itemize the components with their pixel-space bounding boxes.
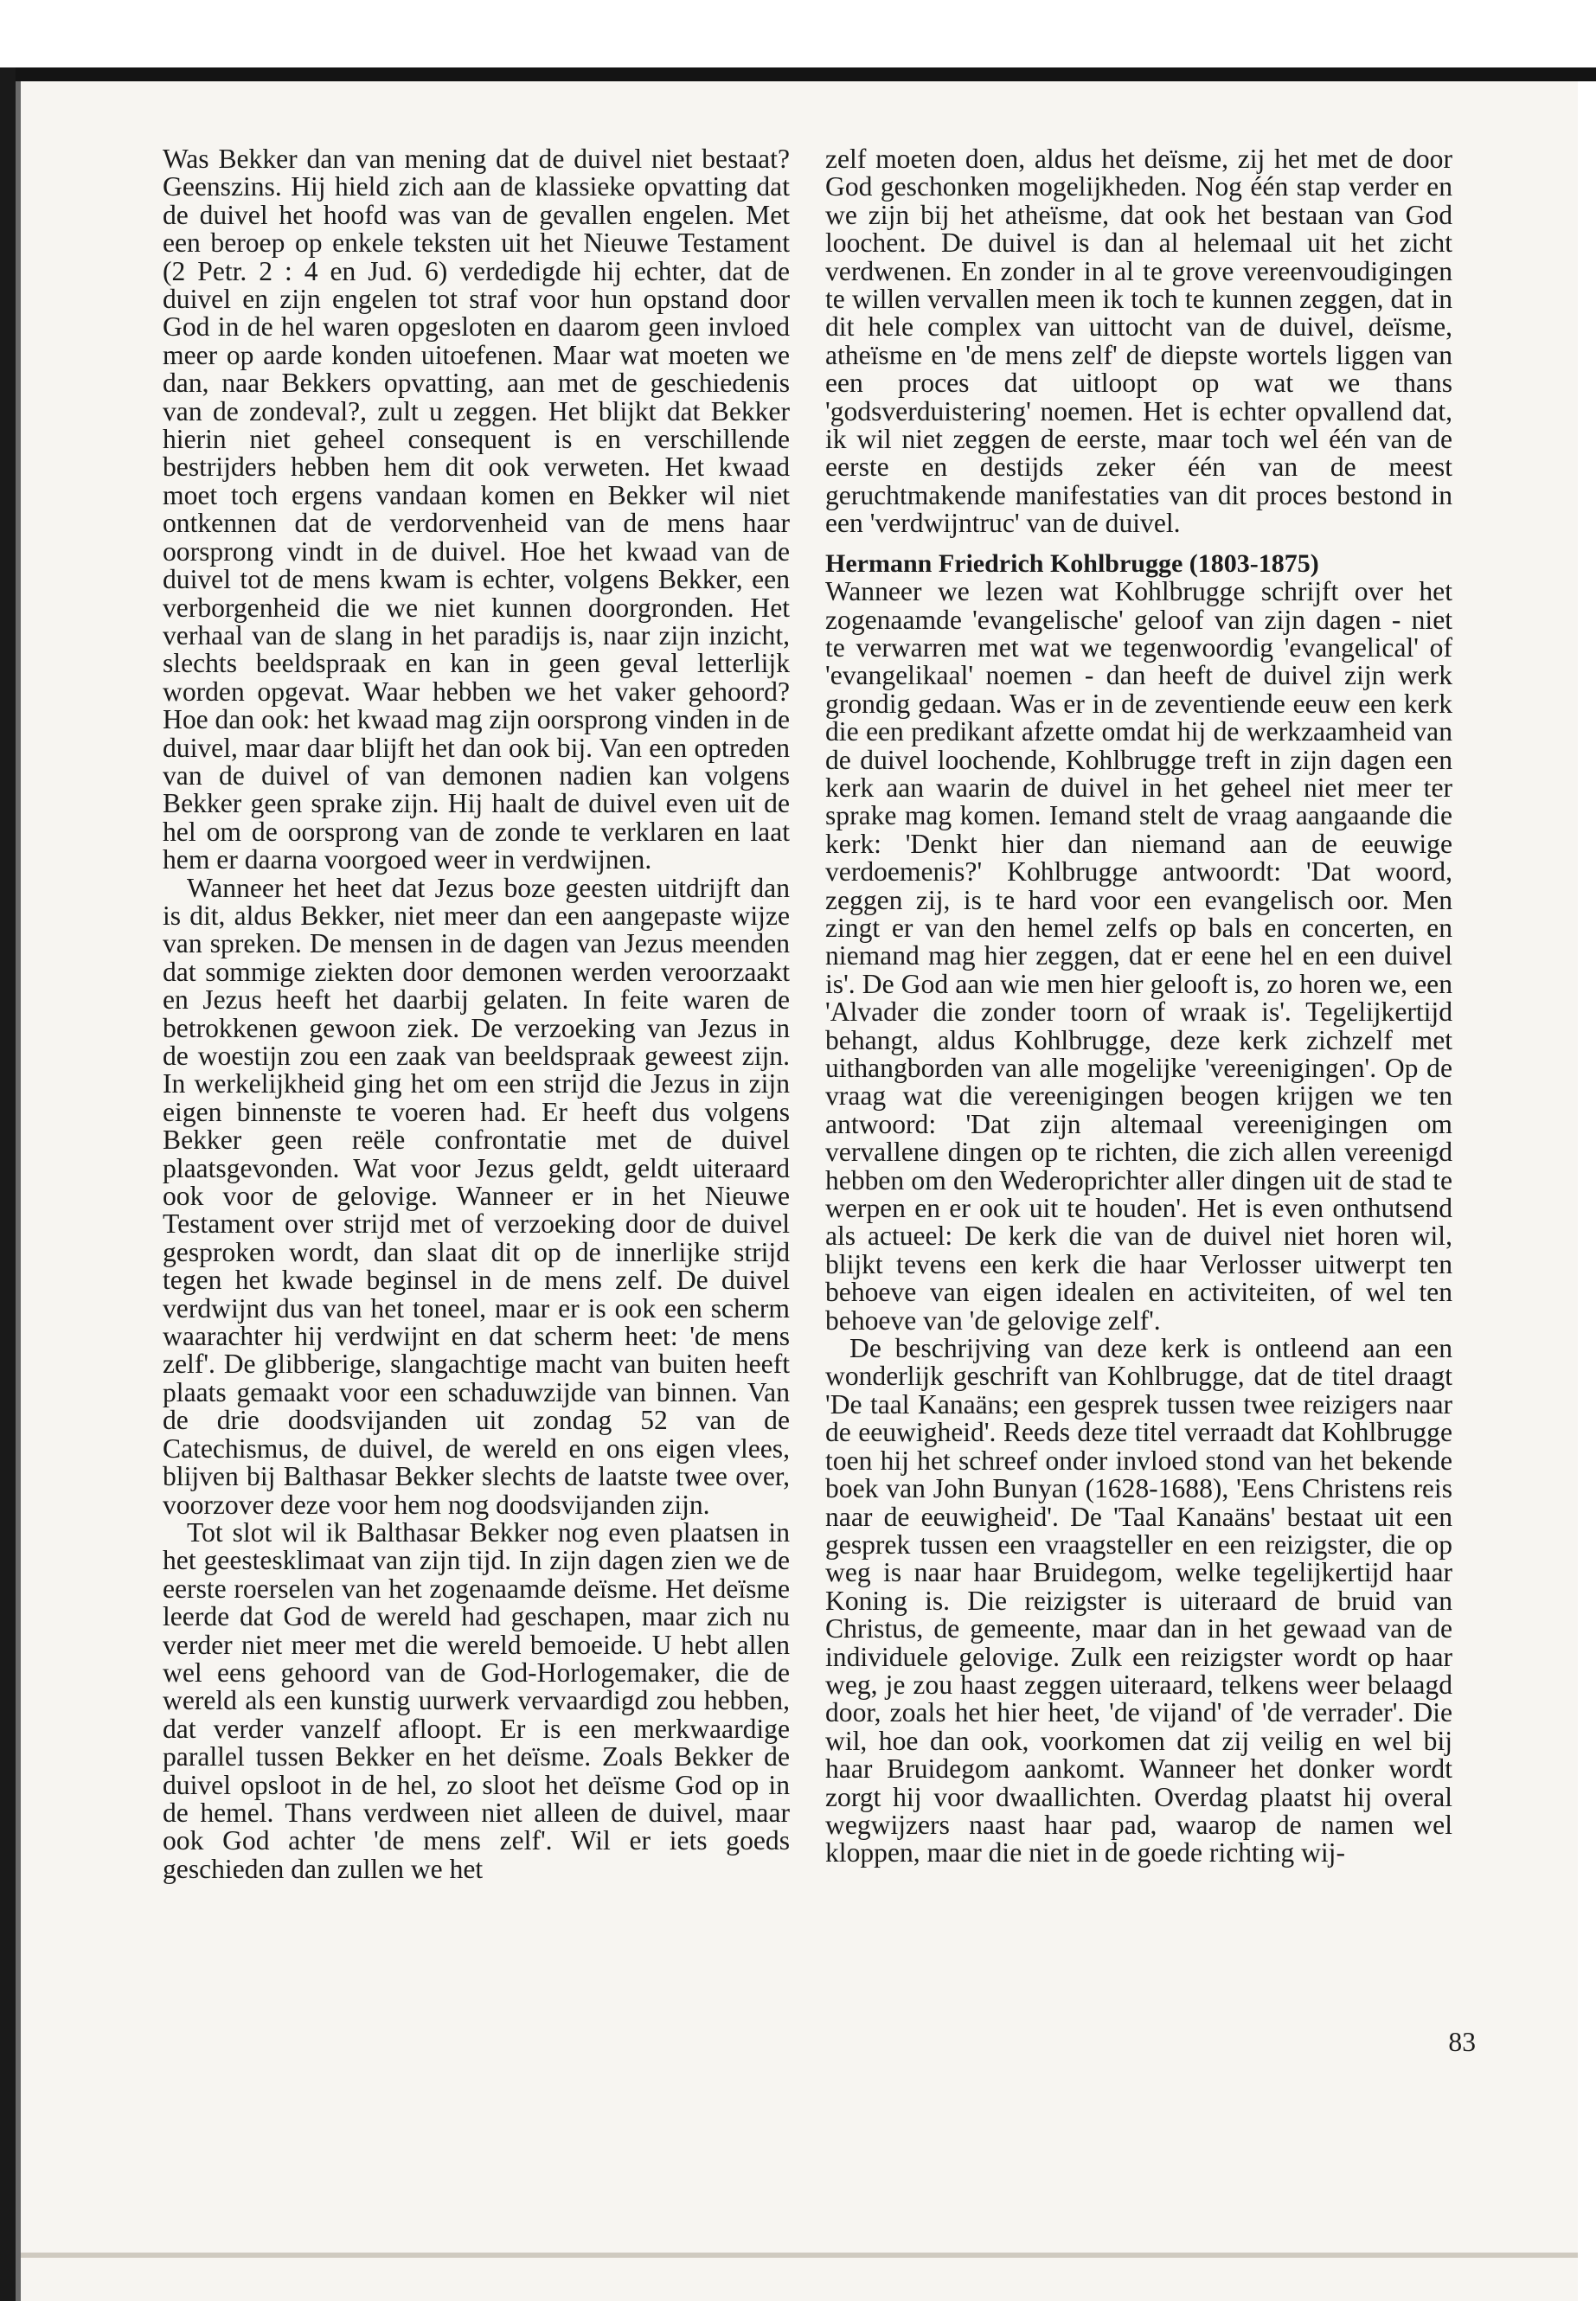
page-bottom-edge <box>21 2253 1578 2258</box>
scan-left-border <box>0 67 16 2301</box>
right-paragraph-3: De beschrijving van deze kerk is ontleend aan een wonderlijk geschrift van Kohlbrugge, dat de titel draagt 'De taal Kanaäns; een gesprek tussen twee reizigers naar de eeuwigheid'. Reeds deze titel verraadt dat Kohlbrugge toen hij het schreef onder invloed stond van het bekende boek van John Bunyan (1628-1688), 'Eens Christens reis naar de eeuwigheid'. De 'Taal Kanaäns' bestaat uit een gesprek tussen een vraagsteller en een reizigster, die op weg is naar haar Bruidegom, welke tegelijkertijd haar Koning is. Die reizigster is uiteraard de bruid van Christus, de gemeente, maar dan in het gewaad van de individuele gelovige. Zulk een reizigster wordt op haar weg, je zou haast zeggen uiteraard, telkens weer belaagd door, zoals het hier heet, 'de vijand' of 'de verrader'. Die wil, hoe dan ook, voorkomen dat zij veilig en wel bij haar Bruidegom aankomt. Wanneer het donker wordt zorgt hij voor dwaallichten. Overdag plaatst hij overal wegwijzers naast haar pad, waarop de namen wel kloppen, maar die niet in de goede richting wij- <box>825 1333 1452 1868</box>
scan-top-border <box>0 67 1596 81</box>
left-paragraph-3: Tot slot wil ik Balthasar Bekker nog even plaatsen in het geestesklimaat van zijn tijd. In zijn dagen zien we de eerste roerselen van het zogenaamde deïsme. Het deïsme leerde dat God de wereld had geschapen, maar zich nu verder niet meer met die wereld bemoeide. U hebt allen wel eens gehoord van de God-Horlogemaker, die de wereld als een kunstig uurwerk vervaardigd zou hebben, dat verder vanzelf afloopt. Er is een merkwaardige parallel tussen Bekker en het deïsme. Zoals Bekker de duivel opsloot in de hel, zo sloot het deïsme God op in de hemel. Thans verdween niet alleen de duivel, maar ook God achter 'de mens zelf'. Wil er iets goeds geschieden dan zullen we het <box>163 1516 790 1884</box>
right-paragraph-2: Wanneer we lezen wat Kohlbrugge schrijft over het zogenaamde 'evangelische' geloof van zijn dagen - niet te verwarren met wat we tegenwoordig 'evangelical' of 'evangelikaal' noemen - dan heeft de duivel zijn werk grondig gedaan. Was er in de zeventiende eeuw een kerk die een predikant afzette omdat hij de werkzaamheid van de duivel loochende, Kohlbrugge treft in zijn dagen een kerk aan waarin de duivel in het geheel niet meer ter sprake mag komen. Iemand stelt de vraag aangaande die kerk: 'Denkt hier dan niemand aan de eeuwige verdoemenis?' Kohlbrugge antwoordt: 'Dat woord, zeggen zij, is te hard voor een evangelisch oor. Men zingt er van den hemel zelfs op bals en concerten, en niemand mag hier zeggen, dat er eene hel en een duivel is'. De God aan wie men hier gelooft is, zo horen we, een 'Alvader die zonder toorn of wraak is'. Tegelijkertijd behangt, aldus Kohlbrugge, deze kerk zichzelf met uithangborden van alle mogelijke 'vereenigingen'. Op de vraag wat die vereenigingen beogen krijgen we ten antwoord: 'Dat zijn altemaal vereenigingen om vervallene dingen op te richten, die zich allen vereenigd hebben om den Wederoprichter aller dingen uit de stad te werpen en er ook uit te houden'. Het is even onthutsend als actueel: De kerk die van de duivel niet horen wil, blijkt tevens een kerk die haar Verlosser uitwerpt ten behoeve van eigen idealen en activiteiten, of wel ten behoeve van 'de gelovige zelf'. <box>825 576 1452 1336</box>
left-paragraph-2: Wanneer het heet dat Jezus boze geesten uitdrijft dan is dit, aldus Bekker, niet meer dan een aangepaste wijze van spreken. De mensen in de dagen van Jezus meenden dat sommige ziekten door demonen werden veroorzaakt en Jezus heeft het daarbij gelaten. In feite waren de betrokkenen gewoon ziek. De verzoeking van Jezus in de woestijn zou een zaak van beeldspraak geweest zijn. In werkelijkheid ging het om een strijd die Jezus in zijn eigen binnenste te voeren had. Er heeft dus volgens Bekker geen reële confrontatie met de duivel plaatsgevonden. Wat voor Jezus geldt, geldt uiteraard ook voor de gelovige. Wanneer er in het Nieuwe Testament over strijd met of verzoeking door de duivel gesproken wordt, dan slaat dit op de innerlijke strijd tegen het kwade beginsel in de mens zelf. De duivel verdwijnt dus van het toneel, maar er is ook een scherm waarachter hij verdwijnt en dat scherm heet: 'de mens zelf'. De glibberige, slangachtige macht van buiten heeft plaats gemaakt voor een schaduwzijde van binnen. Van de drie doodsvijanden uit zondag 52 van de Catechismus, de duivel, de wereld en ons eigen vlees, blijven bij Balthasar Bekker slechts de laatste twee over, voorzover deze voor hem nog doodsvijanden zijn. <box>163 872 790 1520</box>
right-text-column <box>825 145 1452 1868</box>
left-text-column <box>163 145 790 1883</box>
left-paragraph-1: Was Bekker dan van mening dat de duivel niet bestaat? Geenszins. Hij hield zich aan de klassieke opvatting dat de duivel het hoofd was van de gevallen engelen. Met een beroep op enkele teksten uit het Nieuwe Testament (2 Petr. 2 : 4 en Jud. 6) verdedigde hij echter, dat de duivel en zijn engelen tot straf voor hun opstand door God in de hel waren opgesloten en daarom geen invloed meer op aarde konden uitoefenen. Maar wat moeten we dan, naar Bekkers opvatting, aan met de geschiedenis van de zondeval?, zult u zeggen. Het blijkt dat Bekker hierin niet geheel consequent is en verschillende bestrijders hebben hem dit ook verweten. Het kwaad moet toch ergens vandaan komen en Bekker wil niet ontkennen dat de verdorvenheid van de mens haar oorsprong vindt in de duivel. Hoe het kwaad van de duivel tot de mens kwam is echter, volgens Bekker, een verborgenheid die we niet kunnen doorgronden. Het verhaal van de slang in het paradijs is, naar zijn inzicht, slechts beeldspraak en kan in geen geval letterlijk worden opgevat. Waar hebben we het vaker gehoord? Hoe dan ook: het kwaad mag zijn oorsprong vinden in de duivel, maar daar blijft het dan ook bij. Van een optreden van de duivel of van demonen nadien kan volgens Bekker geen sprake zijn. Hij haalt de duivel even uit de hel om de oorsprong van de zonde te verklaren en laat hem er daarna voorgoed weer in verdwijnen. <box>163 144 790 875</box>
page-number: 83 <box>1448 2027 1476 2057</box>
section-heading-kohlbrugge: Hermann Friedrich Kohlbrugge (1803-1875) <box>825 548 1319 578</box>
right-paragraph-1: zelf moeten doen, aldus het deïsme, zij het met de door God geschonken mogelijkheden. Nog één stap verder en we zijn bij het atheïsme, dat ook het bestaan van God loochent. De duivel is dan al helemaal uit het zicht verdwenen. En zonder in al te grove vereenvoudigingen te willen vervallen meen ik toch te kunnen zeggen, dat in dit hele complex van uittocht van de duivel, deïsme, atheïsme en 'de mens zelf' de diepste wortels liggen van een proces dat uitloopt op wat we thans 'godsverduistering' noemen. Het is echter opvallend dat, ik wil niet zeggen de eerste, maar toch wel één van de eerste en destijds zeker één van de meest geruchtmakende manifestaties van dit proces bestond in een 'verdwijntruc' van de duivel. <box>825 144 1452 539</box>
